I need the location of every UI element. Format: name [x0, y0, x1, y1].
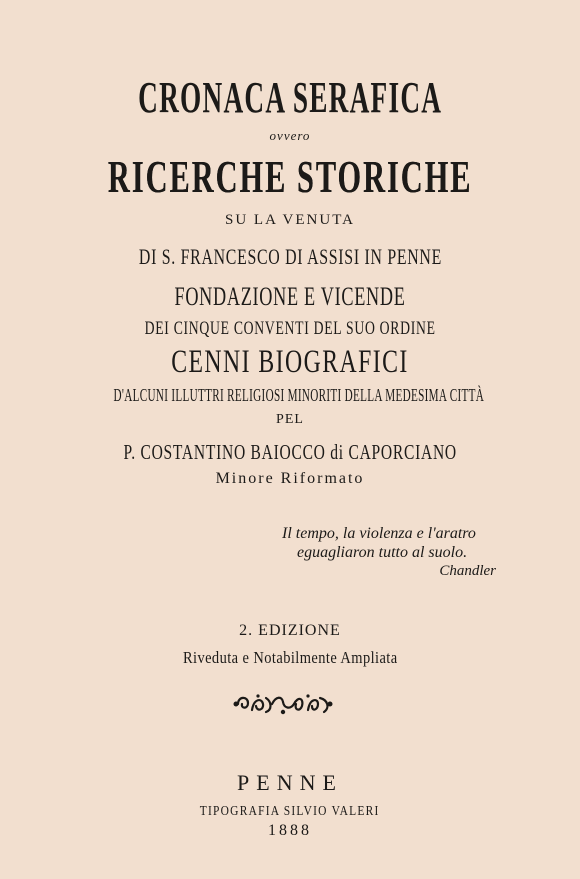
book-subtitle: RICERCHE STORICHE — [107, 151, 473, 202]
author-order: Minore Riformato — [215, 470, 365, 487]
book-title: CRONACA SERAFICA — [137, 73, 443, 122]
imprint-printer: TIPOGRAFIA SILVIO VALERI — [200, 804, 380, 819]
cenni-biografici-heading: CENNI BIOGRAFICI — [171, 344, 409, 380]
conventi-line: DEI CINQUE CONVENTI DEL SUO ORDINE — [144, 318, 436, 339]
ovvero-text: ovvero — [269, 128, 311, 143]
decorative-fleuron-icon — [232, 690, 334, 718]
edition-note: Riveduta e Notabilmente Ampliata — [182, 648, 398, 667]
epigraph — [276, 524, 526, 581]
pel-text: PEL — [276, 412, 304, 427]
edition-number: 2. EDIZIONE — [239, 622, 341, 639]
imprint-city: PENNE — [237, 770, 343, 795]
epigraph-line-1: Il tempo, la violenza e l'aratro — [282, 525, 476, 542]
epigraph-line-2: eguagliaron tutto al suolo. — [297, 544, 468, 561]
author-name: P. COSTANTINO BAIOCCO di CAPORCIANO — [123, 440, 457, 464]
fondazione-line: FONDAZIONE E VICENDE — [174, 282, 406, 311]
francesco-line: DI S. FRANCESCO DI ASSISI IN PENNE — [138, 244, 442, 269]
imprint-year: 1888 — [268, 822, 312, 839]
su-la-venuta-text: SU LA VENUTA — [224, 212, 356, 228]
alcuni-line: D'ALCUNI ILLUTTRI RELIGIOSI MINORITI DELLA MEDESIMA CITTÀ — [113, 385, 485, 405]
epigraph-attribution: Chandler — [439, 563, 496, 579]
